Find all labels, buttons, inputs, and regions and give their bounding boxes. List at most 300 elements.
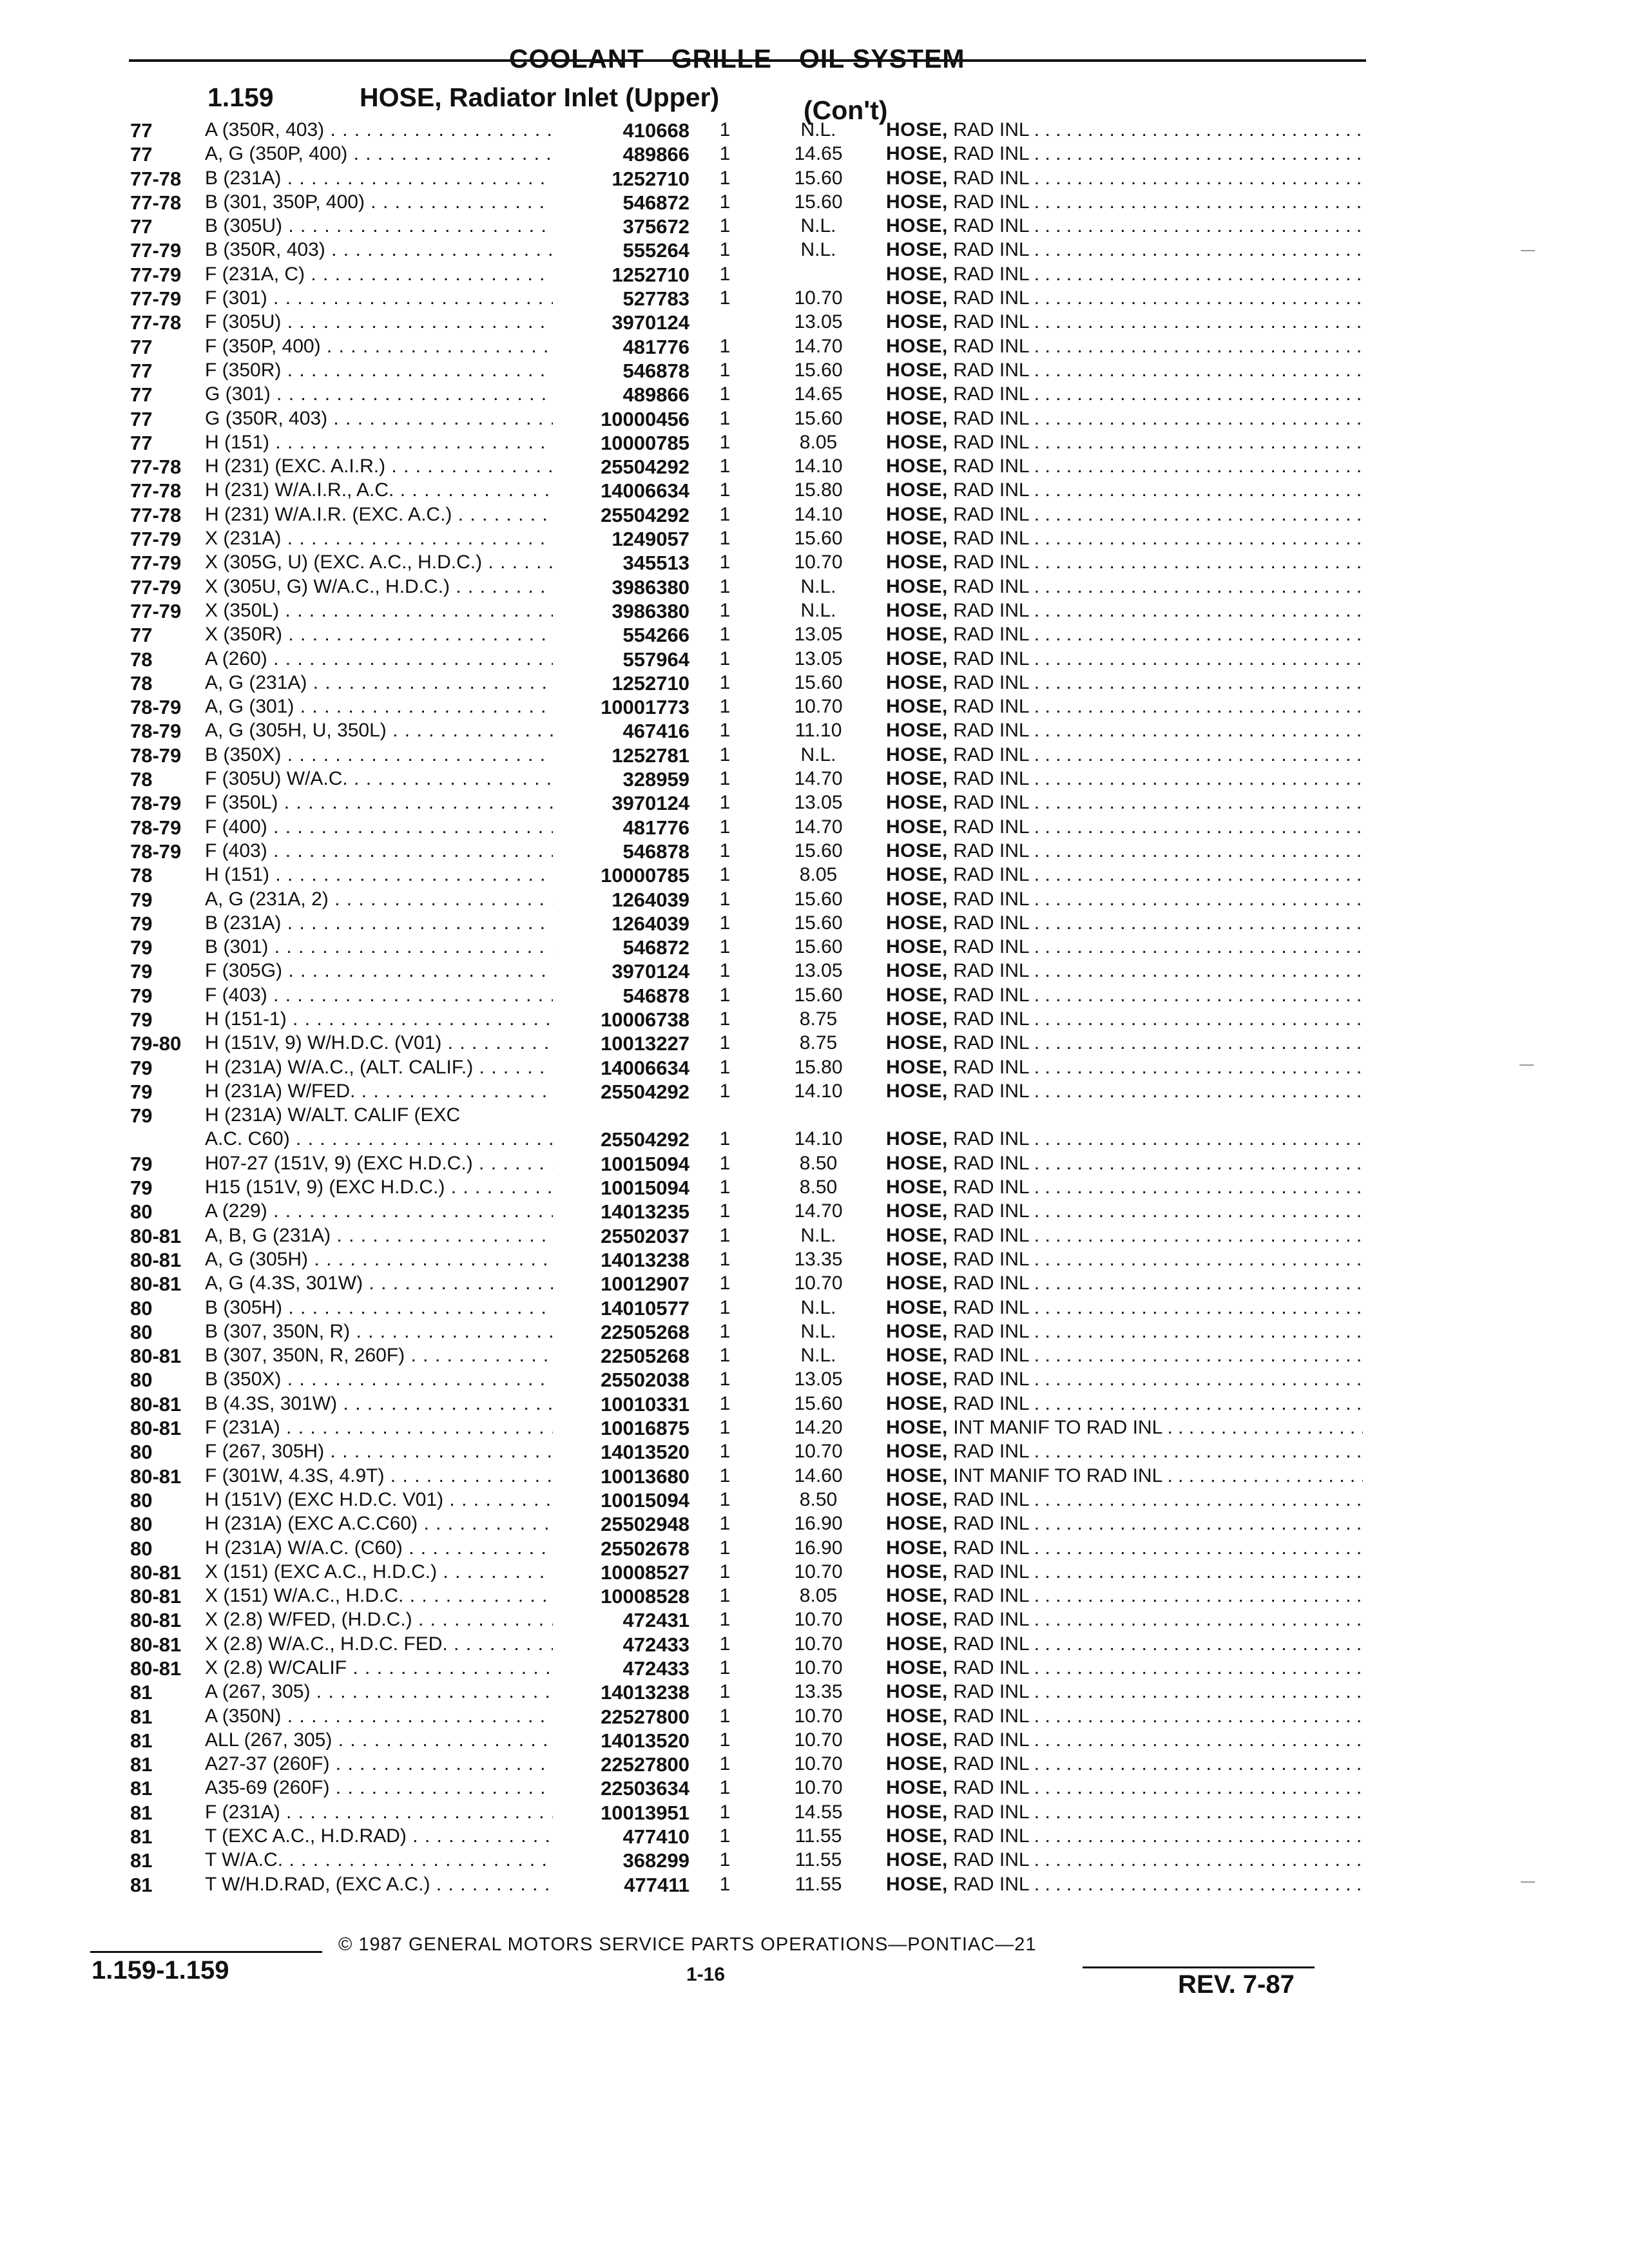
part-modifier: RAD INL (953, 960, 1029, 982)
part-description (886, 936, 1363, 958)
application-description: X (151) W/A.C., H.D.C. . . . (205, 1585, 553, 1607)
quantity: 1 (719, 744, 731, 765)
table-row (0, 1777, 1629, 1801)
application-description: F (301W, 4.3S, 4.9T) . . . (205, 1465, 553, 1487)
part-description (886, 456, 1363, 477)
part-number: 1252710 (612, 167, 689, 190)
part-number: 489866 (622, 383, 689, 407)
application-description: F (350P, 400) . . . (205, 336, 553, 358)
continued-label: (Con't) (804, 95, 888, 125)
model-year: 77-78 (130, 311, 182, 334)
model-year: 77-79 (130, 239, 182, 262)
model-year: 80 (130, 1537, 153, 1560)
model-year: 77-78 (130, 479, 182, 503)
list-price: 14.70 (794, 1200, 843, 1222)
part-number: 554266 (622, 624, 689, 647)
table-row (0, 1465, 1629, 1489)
quantity: 1 (719, 696, 731, 718)
part-noun: HOSE, (886, 1320, 948, 1342)
part-noun: HOSE, (886, 431, 948, 453)
quantity: 1 (719, 1777, 731, 1799)
application-description: X (305G, U) (EXC. A.C., H.D.C.) . . . (205, 552, 553, 573)
model-year: 80-81 (130, 1585, 182, 1608)
list-price: 10.70 (794, 1657, 843, 1678)
list-price: N.L. (800, 744, 836, 765)
quantity: 1 (719, 167, 731, 189)
part-description (886, 1537, 1363, 1559)
application-description: A (229) . . . (205, 1200, 553, 1222)
list-price: 8.05 (799, 431, 838, 453)
part-number: 472433 (622, 1633, 689, 1656)
quantity: 1 (719, 1200, 731, 1222)
application-description: F (403) . . . (205, 840, 553, 862)
application-description: B (301) . . . (205, 936, 553, 958)
part-description (886, 287, 1363, 309)
part-noun: HOSE, (886, 575, 948, 597)
table-row (0, 912, 1629, 936)
model-year: 80-81 (130, 1657, 182, 1680)
part-number: 22505268 (601, 1320, 689, 1343)
list-price: 13.35 (794, 1248, 843, 1270)
table-row (0, 1273, 1629, 1296)
part-modifier: RAD INL (953, 335, 1029, 357)
part-modifier: INT MANIF TO RAD INL (953, 1417, 1162, 1439)
part-description (886, 792, 1363, 814)
part-description (886, 1081, 1363, 1102)
application-description: A, G (350P, 400) . . . (205, 143, 553, 165)
application-description: B (350X) . . . (205, 1369, 553, 1390)
part-modifier: RAD INL (953, 575, 1029, 597)
part-noun: HOSE, (886, 1777, 948, 1799)
part-number: 481776 (622, 335, 689, 358)
part-noun: HOSE, (886, 1609, 948, 1631)
quantity: 1 (719, 431, 731, 453)
application-description: B (231A) . . . (205, 168, 553, 189)
part-description (886, 576, 1363, 598)
part-description (886, 720, 1363, 742)
model-year: 80-81 (130, 1633, 182, 1656)
list-price: 10.70 (794, 1777, 843, 1799)
model-year: 80 (130, 1441, 153, 1464)
model-year: 80 (130, 1320, 153, 1343)
part-noun: HOSE, (886, 1801, 948, 1823)
part-description (886, 1874, 1363, 1896)
quantity: 1 (719, 1441, 731, 1463)
list-price: 14.55 (794, 1801, 843, 1823)
part-noun: HOSE, (886, 143, 948, 165)
table-row (0, 864, 1629, 888)
part-modifier: RAD INL (953, 503, 1029, 525)
quantity: 1 (719, 239, 731, 261)
table-row (0, 168, 1629, 191)
part-number: 10008527 (601, 1561, 689, 1584)
list-price: 10.70 (794, 1729, 843, 1751)
part-noun: HOSE, (886, 1873, 948, 1895)
application-description: B (301, 350P, 400) . . . (205, 191, 553, 213)
part-number: 22527800 (601, 1705, 689, 1728)
part-modifier: RAD INL (953, 167, 1029, 189)
part-description (886, 143, 1363, 165)
part-noun: HOSE, (886, 1657, 948, 1678)
quantity: 1 (719, 456, 731, 477)
parts-table (0, 119, 1629, 1898)
application-description: F (267, 305H) . . . (205, 1441, 553, 1463)
part-modifier: RAD INL (953, 1392, 1029, 1414)
model-year: 81 (130, 1753, 153, 1776)
table-row (0, 311, 1629, 335)
table-row (0, 287, 1629, 311)
model-year: 78-79 (130, 792, 182, 815)
part-modifier: INT MANIF TO RAD INL (953, 1465, 1162, 1486)
part-number: 1264039 (612, 888, 689, 911)
part-description (886, 1273, 1363, 1294)
quantity: 1 (719, 1273, 731, 1294)
application-description: B (4.3S, 301W) . . . (205, 1393, 553, 1415)
model-year: 81 (130, 1825, 153, 1849)
model-year: 80-81 (130, 1345, 182, 1368)
part-description (886, 816, 1363, 838)
part-noun: HOSE, (886, 287, 948, 309)
part-modifier: RAD INL (953, 912, 1029, 934)
part-description (886, 1729, 1363, 1751)
part-modifier: RAD INL (953, 1056, 1029, 1078)
part-number: 410668 (622, 119, 689, 142)
part-modifier: RAD INL (953, 984, 1029, 1006)
application-description: H (151-1) . . . (205, 1008, 553, 1030)
part-number: 14006634 (601, 1056, 689, 1079)
application-description: T W/A.C. . . . (205, 1849, 553, 1871)
part-modifier: RAD INL (953, 1681, 1029, 1703)
part-number: 546878 (622, 840, 689, 863)
part-number: 22505268 (601, 1345, 689, 1368)
quantity: 1 (719, 1296, 731, 1318)
table-row (0, 624, 1629, 648)
part-noun: HOSE, (886, 720, 948, 742)
part-modifier: RAD INL (953, 1873, 1029, 1895)
table-row (0, 1849, 1629, 1873)
application-description: A.C. C60) . . . (205, 1128, 553, 1150)
table-row (0, 1706, 1629, 1729)
part-noun: HOSE, (886, 912, 948, 934)
margin-mark (1521, 1881, 1535, 1883)
quantity: 1 (719, 1561, 731, 1582)
part-noun: HOSE, (886, 984, 948, 1006)
list-price: 14.10 (794, 1128, 843, 1150)
part-modifier: RAD INL (953, 1369, 1029, 1390)
part-description (886, 383, 1363, 405)
part-noun: HOSE, (886, 503, 948, 525)
quantity: 1 (719, 1056, 731, 1078)
part-description (886, 1513, 1363, 1535)
quantity: 1 (719, 599, 731, 621)
part-number: 14010577 (601, 1296, 689, 1320)
application-description: H (231A) W/FED. . . . (205, 1081, 553, 1102)
part-noun: HOSE, (886, 1032, 948, 1054)
table-row (0, 143, 1629, 167)
application-description: X (151) (EXC A.C., H.D.C.) . . . (205, 1561, 553, 1583)
part-modifier: RAD INL (953, 311, 1029, 333)
quantity: 1 (719, 383, 731, 405)
application-description: A, G (4.3S, 301W) . . . (205, 1273, 553, 1294)
quantity: 1 (719, 1729, 731, 1751)
model-year: 80 (130, 1488, 153, 1512)
part-description (886, 1489, 1363, 1511)
model-year: 78 (130, 648, 153, 671)
table-row (0, 1802, 1629, 1825)
part-modifier: RAD INL (953, 1513, 1029, 1535)
part-number: 25504292 (601, 1128, 689, 1151)
list-price: 11.55 (795, 1873, 842, 1895)
quantity: 1 (719, 888, 731, 910)
list-price: 8.75 (799, 1008, 838, 1030)
model-year: 80 (130, 1369, 153, 1392)
part-description (886, 1681, 1363, 1703)
application-description: A, G (305H) . . . (205, 1249, 553, 1271)
list-price: N.L. (800, 1345, 836, 1367)
part-noun: HOSE, (886, 1537, 948, 1559)
part-number: 14013520 (601, 1729, 689, 1752)
part-number: 25504292 (601, 503, 689, 526)
part-noun: HOSE, (886, 936, 948, 958)
part-description (886, 1585, 1363, 1607)
part-number: 10000785 (601, 431, 689, 454)
quantity: 1 (719, 912, 731, 934)
model-year: 80-81 (130, 1561, 182, 1584)
quantity: 1 (719, 1825, 731, 1847)
table-row (0, 696, 1629, 720)
part-description (886, 1369, 1363, 1390)
part-noun: HOSE, (886, 1345, 948, 1367)
list-price: 14.60 (794, 1465, 843, 1486)
list-price: 10.70 (794, 1609, 843, 1631)
list-price: 14.70 (794, 768, 843, 790)
part-description (886, 1441, 1363, 1463)
list-price: 14.10 (794, 1080, 843, 1102)
part-modifier: RAD INL (953, 1729, 1029, 1751)
quantity: 1 (719, 840, 731, 861)
part-noun: HOSE, (886, 888, 948, 910)
part-noun: HOSE, (886, 456, 948, 477)
table-row (0, 432, 1629, 456)
part-modifier: RAD INL (953, 864, 1029, 886)
part-modifier: RAD INL (953, 1801, 1029, 1823)
application-description: A, G (305H, U, 350L) . . . (205, 720, 553, 742)
quantity: 1 (719, 1873, 731, 1895)
model-year: 80-81 (130, 1224, 182, 1247)
table-row (0, 1729, 1629, 1753)
table-row (0, 768, 1629, 792)
quantity: 1 (719, 335, 731, 357)
part-number: 546878 (622, 359, 689, 382)
application-description: A (350R, 403) . . . (205, 119, 553, 141)
model-year: 77 (130, 143, 153, 166)
model-year: 81 (130, 1777, 153, 1800)
application-description: ALL (267, 305) . . . (205, 1729, 553, 1751)
application-description: B (307, 350N, R) . . . (205, 1321, 553, 1343)
application-description: T (EXC A.C., H.D.RAD) . . . (205, 1825, 553, 1847)
part-number: 1252781 (612, 744, 689, 767)
part-description (886, 696, 1363, 718)
part-noun: HOSE, (886, 1008, 948, 1030)
model-year: 79 (130, 960, 153, 983)
list-price: 16.90 (794, 1513, 843, 1535)
part-modifier: RAD INL (953, 263, 1029, 285)
part-description (886, 311, 1363, 333)
application-description: A35-69 (260F) . . . (205, 1777, 553, 1799)
part-description (886, 119, 1363, 141)
model-year: 80-81 (130, 1465, 182, 1488)
quantity: 1 (719, 1465, 731, 1486)
model-year: 78-79 (130, 816, 182, 839)
part-description (886, 1128, 1363, 1150)
part-description (886, 768, 1363, 790)
quantity: 1 (719, 1128, 731, 1150)
quantity: 1 (719, 479, 731, 501)
part-number: 472433 (622, 1657, 689, 1680)
table-row (0, 1561, 1629, 1585)
part-number: 10006738 (601, 1008, 689, 1031)
quantity: 1 (719, 575, 731, 597)
model-year: 77 (130, 119, 153, 142)
part-noun: HOSE, (886, 864, 948, 886)
part-modifier: RAD INL (953, 143, 1029, 165)
part-modifier: RAD INL (953, 456, 1029, 477)
part-description (886, 408, 1363, 430)
model-year: 78-79 (130, 840, 182, 863)
model-year: 79 (130, 1056, 153, 1079)
table-row (0, 1609, 1629, 1633)
list-price: 10.70 (794, 552, 843, 573)
part-number: 25502037 (601, 1224, 689, 1247)
model-year: 77-78 (130, 503, 182, 526)
part-description (886, 1225, 1363, 1247)
section-number: 1.159 (207, 82, 274, 112)
part-number: 375672 (622, 215, 689, 238)
part-number: 3970124 (612, 311, 689, 334)
list-price: 8.75 (799, 1032, 838, 1054)
quantity: 1 (719, 1320, 731, 1342)
part-description (886, 1465, 1363, 1487)
footer-page-number: 1-16 (686, 1964, 726, 1985)
application-description: H (231A) W/A.C. (C60) . . . (205, 1537, 553, 1559)
part-modifier: RAD INL (953, 648, 1029, 669)
quantity: 1 (719, 816, 731, 838)
list-price: 15.60 (794, 888, 843, 910)
quantity: 1 (719, 552, 731, 573)
list-price: N.L. (800, 119, 836, 140)
table-row (0, 672, 1629, 696)
part-modifier: RAD INL (953, 671, 1029, 693)
part-description (886, 552, 1363, 573)
part-description (886, 504, 1363, 526)
list-price: 8.05 (799, 864, 838, 886)
application-description: H (231) (EXC. A.I.R.) . . . (205, 456, 553, 477)
part-description (886, 1008, 1363, 1030)
quantity: 1 (719, 1224, 731, 1246)
quantity: 1 (719, 503, 731, 525)
application-description: X (305U, G) W/A.C., H.D.C.) . . . (205, 576, 553, 598)
model-year: 78-79 (130, 744, 182, 767)
application-description: F (305U) . . . (205, 311, 553, 333)
model-year: 81 (130, 1729, 153, 1752)
part-description (886, 432, 1363, 454)
model-year: 77 (130, 335, 153, 358)
part-number: 481776 (622, 816, 689, 839)
list-price: N.L. (800, 215, 836, 237)
part-modifier: RAD INL (953, 407, 1029, 429)
section-heading (207, 82, 719, 113)
table-row (0, 1297, 1629, 1321)
model-year: 80 (130, 1200, 153, 1224)
list-price: 15.60 (794, 167, 843, 189)
part-modifier: RAD INL (953, 840, 1029, 861)
list-price: 8.50 (799, 1488, 838, 1510)
application-description: F (231A) . . . (205, 1802, 553, 1823)
quantity: 1 (719, 1705, 731, 1727)
table-row (0, 889, 1629, 912)
table-row (0, 1825, 1629, 1849)
part-modifier: RAD INL (953, 1080, 1029, 1102)
table-row (0, 648, 1629, 672)
list-price: 8.05 (799, 1585, 838, 1607)
part-noun: HOSE, (886, 215, 948, 237)
table-row (0, 1321, 1629, 1345)
model-year: 80-81 (130, 1417, 182, 1440)
quantity: 1 (719, 792, 731, 814)
model-year: 77-78 (130, 191, 182, 214)
model-year: 79 (130, 984, 153, 1007)
part-noun: HOSE, (886, 1056, 948, 1078)
application-description: F (231A) . . . (205, 1417, 553, 1439)
part-number: 477410 (622, 1825, 689, 1849)
model-year: 78 (130, 671, 153, 695)
application-description: B (350X) . . . (205, 744, 553, 766)
quantity: 1 (719, 407, 731, 429)
quantity: 1 (719, 1152, 731, 1174)
table-row (0, 408, 1629, 432)
table-row (0, 191, 1629, 215)
part-number: 14013235 (601, 1200, 689, 1224)
quantity: 1 (719, 1513, 731, 1535)
list-price: 15.60 (794, 191, 843, 213)
list-price: 14.20 (794, 1417, 843, 1439)
table-row (0, 1104, 1629, 1128)
part-number: 527783 (622, 287, 689, 311)
part-number: 489866 (622, 143, 689, 166)
part-modifier: RAD INL (953, 1561, 1029, 1582)
model-year: 80 (130, 1513, 153, 1536)
part-modifier: RAD INL (953, 1609, 1029, 1631)
part-description (886, 624, 1363, 646)
part-number: 546872 (622, 191, 689, 214)
footer-revision: REV. 7-87 (1178, 1970, 1295, 1999)
part-noun: HOSE, (886, 1392, 948, 1414)
part-modifier: RAD INL (953, 1345, 1029, 1367)
table-row (0, 1200, 1629, 1224)
list-price: 10.70 (794, 1753, 843, 1775)
part-modifier: RAD INL (953, 1441, 1029, 1463)
application-description: H (151) . . . (205, 864, 553, 886)
table-row (0, 1057, 1629, 1081)
table-row (0, 1081, 1629, 1104)
part-modifier: RAD INL (953, 888, 1029, 910)
table-row (0, 1633, 1629, 1657)
part-number: 1252710 (612, 263, 689, 286)
part-modifier: RAD INL (953, 1152, 1029, 1174)
model-year: 79 (130, 1152, 153, 1175)
part-noun: HOSE, (886, 840, 948, 861)
model-year: 80-81 (130, 1273, 182, 1296)
